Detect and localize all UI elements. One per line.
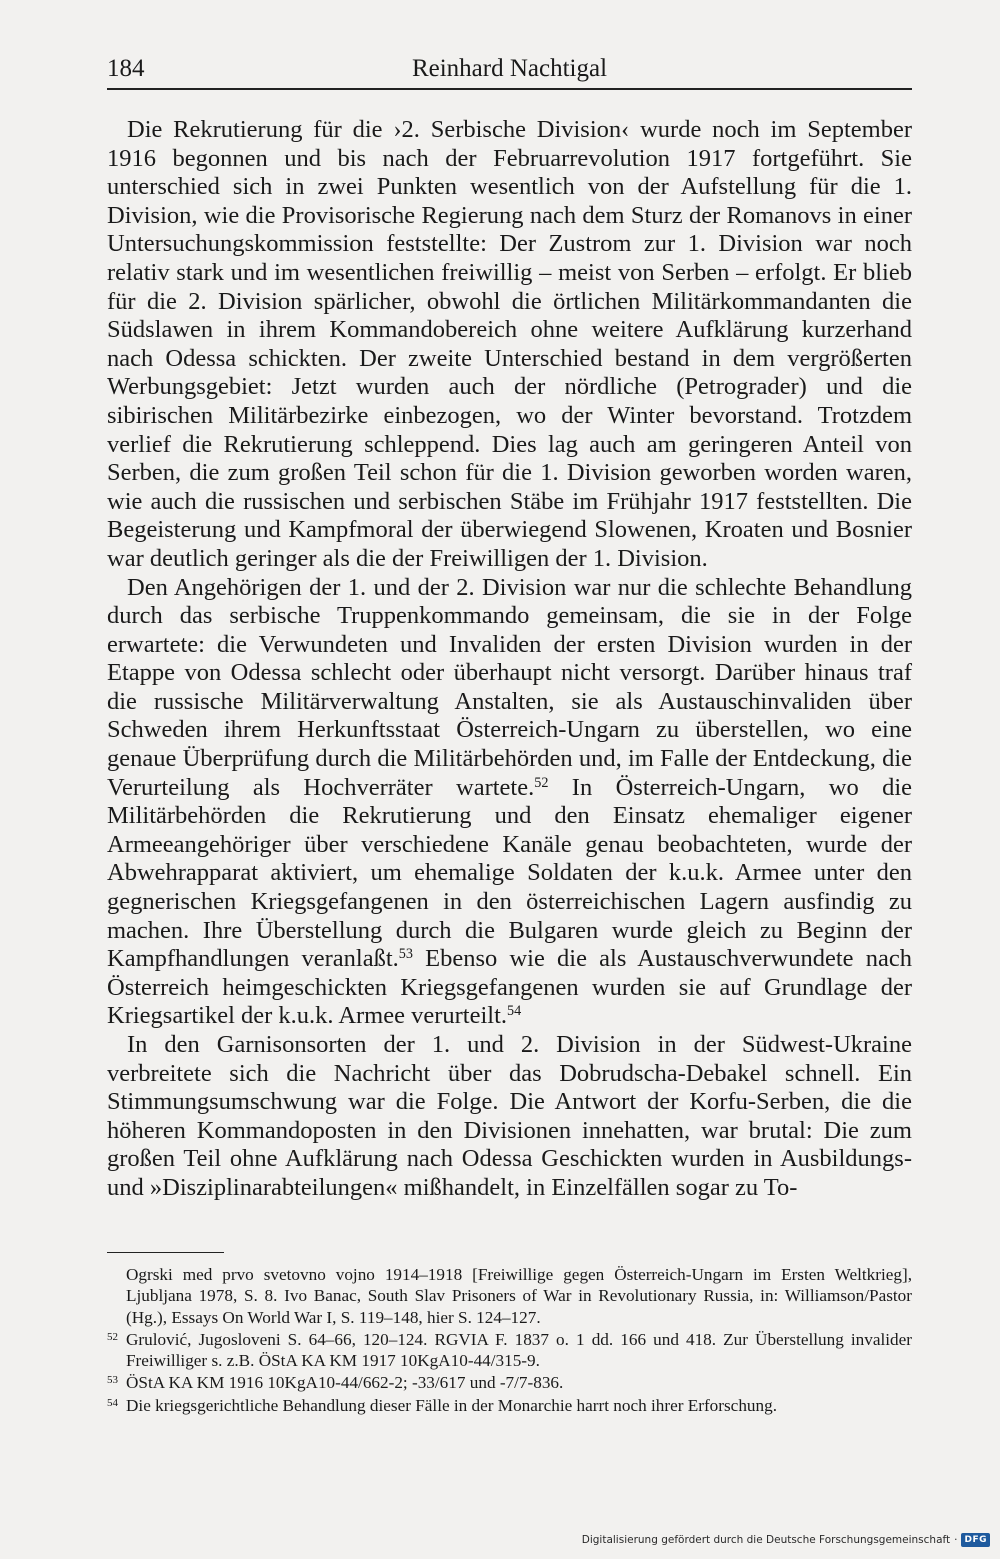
footnote-number: 52 <box>107 1330 118 1343</box>
paragraph-2-text-2: In Österreich-Ungarn, wo die Militärbehörden die Rekrutierung und den Einsatz ehemaliger eigener Armeeangehöriger über verschiedene Kanäle genau beobachteten, wurde der Abwehrapparat aktiviert, um ehemalige Soldaten der k.u.k. Armee unter den gegnerischen Kriegsgefangenen in den österreichischen Lagern ausfindig zu machen. Ihre Überstellung durch die Bulgaren wurde gleich zu Beginn der Kampfhandlungen veranlaßt. <box>107 773 912 973</box>
book-page <box>107 0 912 1559</box>
footnote-text: ÖStA KA KM 1916 10KgA10-44/662-2; -33/617 und -7/7-836. <box>126 1373 564 1393</box>
paragraph-1-text: Die Rekrutierung für die ›2. Serbische Division‹ wurde noch im September 1916 begonnen und bis nach der Februarrevolution 1917 fortgeführt. Sie unterschied sich in zwei Punkten wesentlich von der Aufstellung für die 1. Division, wie die Provisorische Regierung nach dem Sturz der Romanovs in einer Untersuchungskommission feststellte: Der Zustrom zur 1. Division war noch relativ stark und im wesentlichen freiwillig – meist von Serben – erfolgt. Er blieb für die 2. Division spärlicher, obwohl die örtlichen Militärkommandanten die Südslawen in ihrem Kommandobereich ohne weitere Aufklärung kurzerhand nach Odessa schickten. Der zweite Unterschied bestand in dem vergrößerten Werbungsgebiet: Jetzt wurden auch der nördliche (Petrograder) und die sibirischen Militärbezirke einbezogen, wo der Winter bevorstand. Trotzdem verlief die Rekrutierung schleppend. Dies lag auch am geringeren Anteil von Serben, die zum großen Teil schon für die 1. Division geworben worden waren, wie auch die russischen und serbischen Stäbe im Frühjahr 1917 feststellten. Die Begeisterung und Kampfmoral der überwiegend Slowenen, Kroaten und Bosnier war deutlich geringer als die der Freiwilligen der 1. Division. <box>107 116 912 572</box>
paragraph-3-text: In den Garnisonsorten der 1. und 2. Division in der Südwest-Ukraine verbreitete sich die Nachricht über das Dobrudscha-Debakel schnell. Ein Stimmungsumschwung war die Folge. Die Antwort der Korfu-Serben, die die höheren Kommandoposten in den Divisionen innehatten, war brutal: Die zum großen Teil ohne Aufklärung nach Odessa Geschickten wurden in Ausbildungs- und »Disziplinarabteilungen« mißhandelt, in Einzelfällen sogar zu To- <box>107 1031 912 1201</box>
dfg-logo-icon: DFG <box>961 1533 990 1547</box>
footnote-rule <box>107 1252 224 1253</box>
digitization-credit <box>582 1531 990 1549</box>
paragraph-3 <box>107 1031 912 1203</box>
footnotes <box>107 1264 912 1417</box>
footnote-53 <box>107 1372 912 1393</box>
footnote-54 <box>107 1395 912 1416</box>
credit-text: Digitalisierung gefördert durch die Deutsche Forschungsgemeinschaft <box>581 1534 951 1546</box>
paragraph-2-text-1: Den Angehörigen der 1. und der 2. Division war nur die schlechte Behandlung durch das serbische Truppenkommando gemeinsam, die sie in der Folge erwartete: die Verwundeten und Invaliden der ersten Division wurden in der Etappe von Odessa schlecht oder überhaupt nicht versorgt. Darüber hinaus traf die russische Militärverwaltung Anstalten, sie als Austauschinvaliden über Schweden ihrem Herkunftsstaat Österreich-Ungarn zu überstellen, wo eine genaue Überprüfung durch die Militärbehörden und, im Falle der Entdeckung, die Verurteilung als Hochverräter wartete. <box>107 573 912 801</box>
page-number: 184 <box>107 55 145 82</box>
footnote-text: Grulović, Jugosloveni S. 64–66, 120–124. RGVIA F. 1837 o. 1 dd. 166 und 418. Zur Überstellung invalider Freiwilliger s. z.B. ÖStA KA KM 1917 10KgA10-44/315-9. <box>126 1329 912 1371</box>
body-text <box>107 116 912 1203</box>
footnote-number: 53 <box>107 1374 118 1387</box>
footnote-ref-53[interactable]: 53 <box>398 946 413 963</box>
footnote-ref-54[interactable]: 54 <box>507 1003 522 1020</box>
paragraph-1 <box>107 116 912 574</box>
running-head <box>107 54 912 88</box>
footnote-number: 54 <box>107 1396 118 1409</box>
header-rule <box>107 88 912 90</box>
footnote-continued-text: Ogrski med prvo svetovno vojno 1914–1918 [Freiwillige gegen Österreich-Ungarn im Ersten Weltkrieg], Ljubljana 1978, S. 8. Ivo Banac, South Slav Prisoners of War in Revolutionary Russia, in: Williamson/Pastor (Hg.), Essays On World War I, S. 119–148, hier S. 124–127. <box>126 1265 912 1327</box>
running-title: Reinhard Nachtigal <box>411 55 608 82</box>
paragraph-2-text-3: Ebenso wie die als Austauschverwundete nach Österreich heimgeschickten Kriegsgefangenen wurden sie auf Grundlage der Kriegsartikel der k.u.k. Armee verurteilt. <box>107 945 912 1030</box>
footnote-ref-52[interactable]: 52 <box>534 774 549 791</box>
credit-separator: · <box>954 1534 958 1546</box>
footnote-continued <box>107 1264 912 1328</box>
paragraph-2 <box>107 574 912 1032</box>
footnote-text: Die kriegsgerichtliche Behandlung dieser Fälle in der Monarchie harrt noch ihrer Erforschung. <box>126 1395 777 1415</box>
footnote-52 <box>107 1329 912 1372</box>
